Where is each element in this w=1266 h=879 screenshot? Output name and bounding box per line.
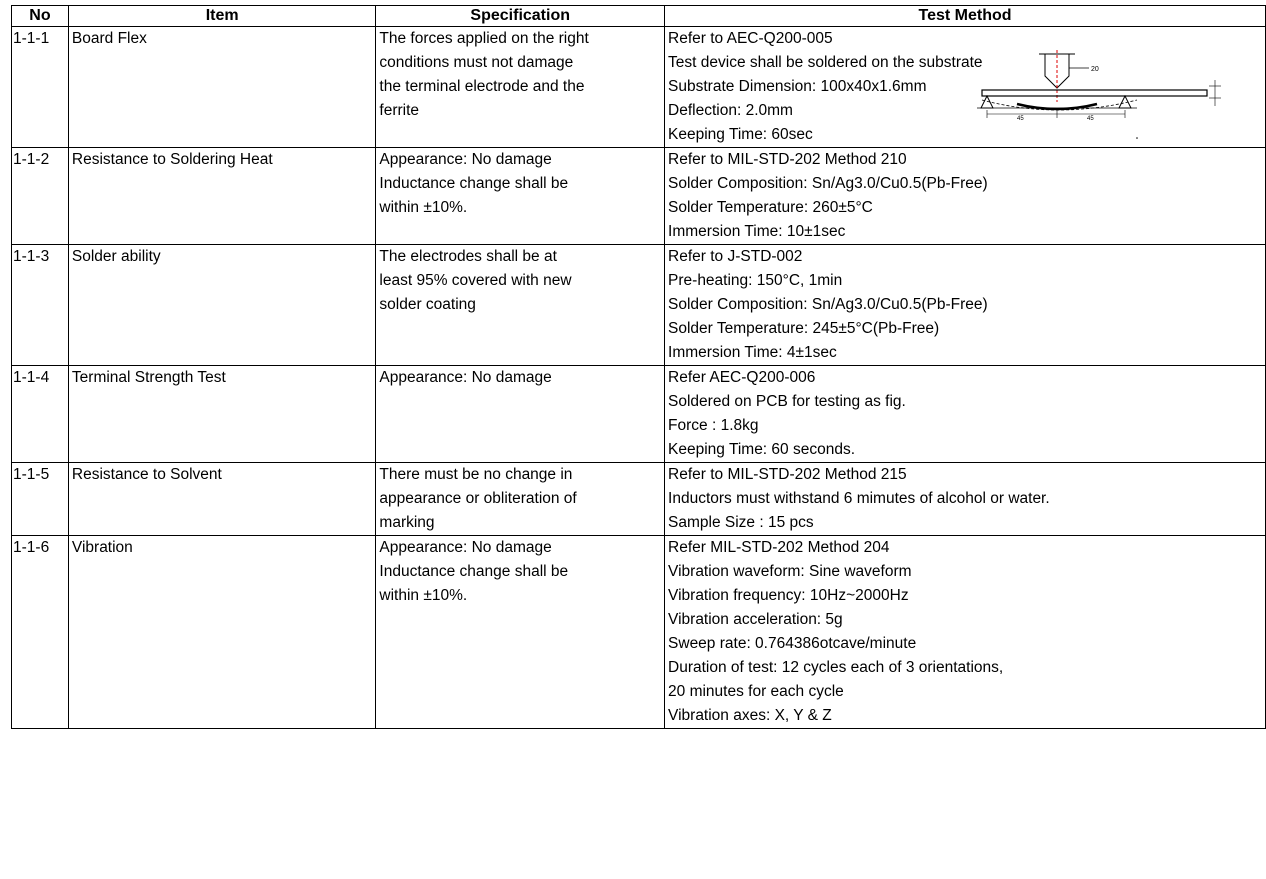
method-line: Substrate Dimension: 100x40x1.6mm [668,78,927,95]
item-cell [68,245,376,366]
method-line: Force : 1.8kg [668,417,759,434]
row-number: 1-1-1 [13,30,50,47]
spec-line: Inductance change shall be [379,175,569,192]
method-line: Refer AEC-Q200-006 [668,369,816,386]
item-cell [68,366,376,463]
item-name: Solder ability [71,248,161,265]
method-line: Refer MIL-STD-202 Method 204 [668,539,890,556]
test-method-cell [665,463,1266,536]
method-line: Inductors must withstand 6 mimutes of alcohol or water. [668,490,1050,507]
spec-cell [376,148,665,245]
method-line: Vibration waveform: Sine waveform [668,563,912,580]
method-line: Vibration axes: X, Y & Z [668,707,832,724]
row-number-cell [12,536,69,729]
spec-cell [376,27,665,148]
item-name: Resistance to Soldering Heat [71,151,273,168]
method-line: Solder Temperature: 245±5°C(Pb-Free) [668,320,940,337]
item-name: Resistance to Solvent [71,466,222,483]
method-line: Refer to J-STD-002 [668,248,803,265]
method-line: Keeping Time: 60sec [668,126,813,143]
spec-cell [376,366,665,463]
method-line: Soldered on PCB for testing as fig. [668,393,906,410]
row-number-cell [12,148,69,245]
row-number: 1-1-5 [13,466,50,483]
test-method-cell [665,245,1266,366]
spec-line: ferrite [379,102,420,119]
method-line: Pre-heating: 150°C, 1min [668,272,843,289]
item-name: Vibration [71,539,133,556]
method-line: Refer to MIL-STD-202 Method 215 [668,466,907,483]
test-method-cell [665,366,1266,463]
header-item: Item [68,6,376,27]
method-line: Solder Composition: Sn/Ag3.0/Cu0.5(Pb-Free) [668,296,988,313]
test-method-cell [665,536,1266,729]
table-row [12,27,1266,148]
header-specification: Specification [376,6,665,27]
row-number: 1-1-6 [13,539,50,556]
spec-line: The forces applied on the right [379,30,589,47]
spec-line: There must be no change in [379,466,573,483]
spec-line: Appearance: No damage [379,151,552,168]
item-cell [68,148,376,245]
spec-line: Appearance: No damage [379,369,552,386]
table-row [12,366,1266,463]
test-specification-table [11,5,1266,729]
spec-cell [376,536,665,729]
row-number-cell [12,463,69,536]
figure-label: 45 [1017,116,1024,122]
method-line: Immersion Time: 10±1sec [668,223,846,240]
method-line: Test device shall be soldered on the substrate [668,54,983,71]
table-row [12,148,1266,245]
method-line: Solder Composition: Sn/Ag3.0/Cu0.5(Pb-Free) [668,175,988,192]
row-number: 1-1-2 [13,151,50,168]
row-number-cell [12,27,69,148]
table-row [12,536,1266,729]
item-name: Terminal Strength Test [71,369,226,386]
figure-label: 20 [1091,66,1099,73]
table-row [12,463,1266,536]
method-line: Refer to AEC-Q200-005 [668,30,833,47]
spec-line: marking [379,514,435,531]
spec-line: within ±10%. [379,199,468,216]
method-line: Solder Temperature: 260±5°C [668,199,873,216]
method-line: Sample Size : 15 pcs [668,514,814,531]
header-no: No [12,6,69,27]
board-flex-diagram-icon [977,40,1227,150]
item-cell [68,536,376,729]
spec-line: the terminal electrode and the [379,78,585,95]
spec-line: solder coating [379,296,476,313]
spec-line: Appearance: No damage [379,539,552,556]
spec-line: conditions must not damage [379,54,574,71]
test-method-cell [665,27,1266,148]
spec-cell [376,463,665,536]
header-test-method: Test Method [665,6,1266,27]
item-cell [68,27,376,148]
method-line: 20 minutes for each cycle [668,683,844,700]
row-number: 1-1-3 [13,248,50,265]
spec-cell [376,245,665,366]
row-number-cell [12,366,69,463]
figure-label: 45 [1087,116,1094,122]
spec-line: Inductance change shall be [379,563,569,580]
table-header-row [12,6,1266,27]
item-cell [68,463,376,536]
row-number-cell [12,245,69,366]
method-line: Immersion Time: 4±1sec [668,344,837,361]
method-line: Sweep rate: 0.764386otcave/minute [668,635,917,652]
row-number: 1-1-4 [13,369,50,386]
method-line: Vibration acceleration: 5g [668,611,843,628]
table-row [12,245,1266,366]
method-line: Vibration frequency: 10Hz~2000Hz [668,587,909,604]
test-method-cell [665,148,1266,245]
spec-line: appearance or obliteration of [379,490,577,507]
method-line: Duration of test: 12 cycles each of 3 orientations, [668,659,1004,676]
method-line: Keeping Time: 60 seconds. [668,441,856,458]
item-name: Board Flex [71,30,147,47]
method-line: Deflection: 2.0mm [668,102,793,119]
spec-line: within ±10%. [379,587,468,604]
spec-line: least 95% covered with new [379,272,572,289]
method-line: Refer to MIL-STD-202 Method 210 [668,151,907,168]
spec-line: The electrodes shall be at [379,248,557,265]
